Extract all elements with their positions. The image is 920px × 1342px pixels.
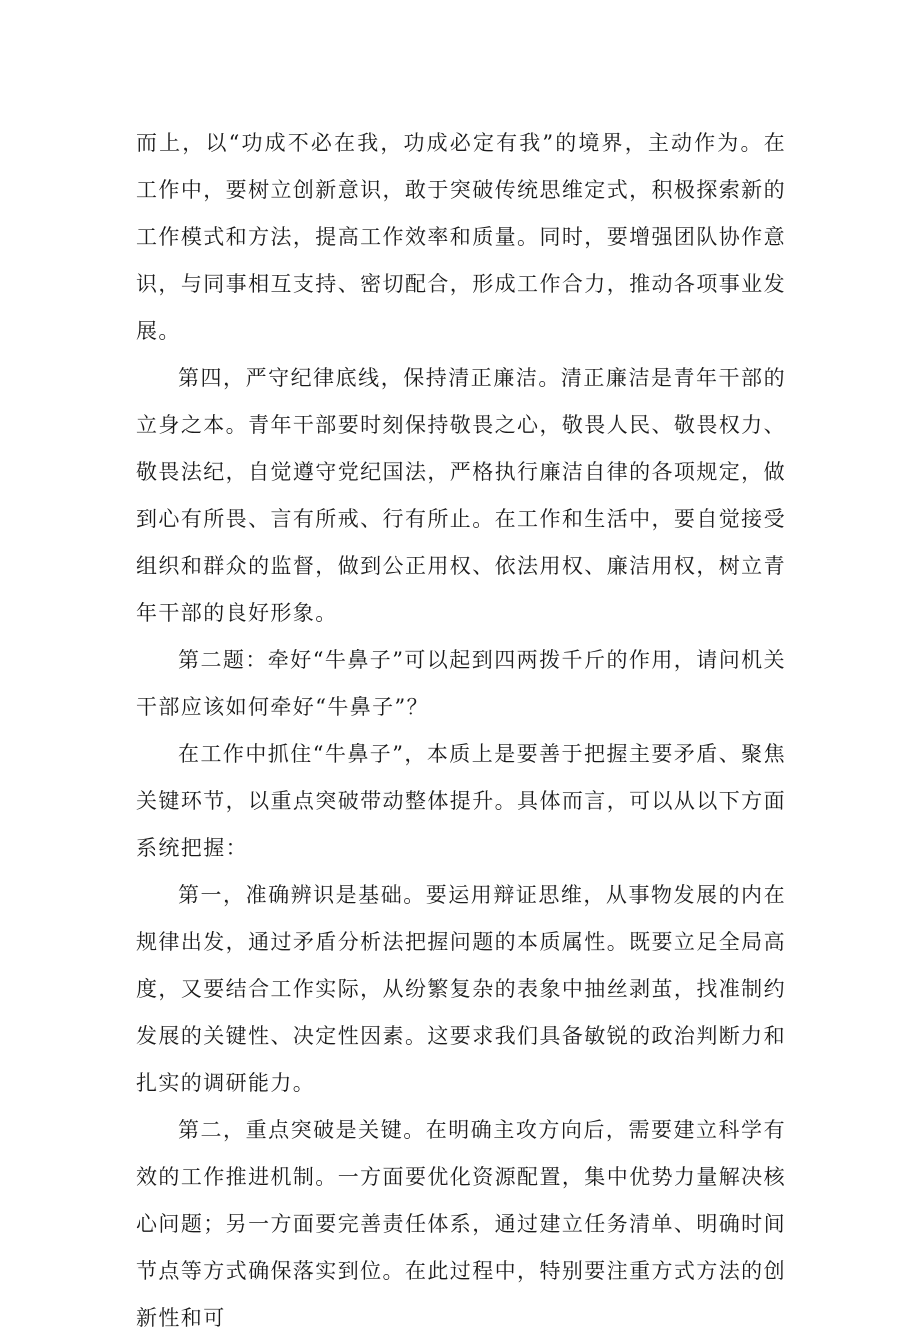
paragraph-continuation: 而上，以“功成不必在我，功成必定有我”的境界，主动作为。在工作中，要树立创新意识，敢于突破传统思维定式，积极探索新的工作模式和方法，提高工作效率和质量。同时，要增强团队协作意识，与同事相互支持、密切配合，形成工作合力，推动各项事业发展。 xyxy=(136,131,786,343)
paragraph-question-two: 第二题：牵好“牛鼻子”可以起到四两拨千斤的作用，请问机关干部应该如何牵好“牛鼻子”？ xyxy=(136,648,786,719)
paragraph-answer-intro: 在工作中抓住“牛鼻子”，本质上是要善于把握主要矛盾、聚焦关键环节，以重点突破带动整体提升。具体而言，可以从以下方面系统把握： xyxy=(136,742,786,860)
paragraph-point-two: 第二，重点突破是关键。在明确主攻方向后，需要建立科学有效的工作推进机制。一方面要优化资源配置，集中优势力量解决核心问题；另一方面要完善责任体系，通过建立任务清单、明确时间节点等方式确保落实到位。在此过程中，特别要注重方式方法的创新性和可 xyxy=(136,1118,786,1330)
paragraph-point-four: 第四，严守纪律底线，保持清正廉洁。清正廉洁是青年干部的立身之本。青年干部要时刻保持敬畏之心，敬畏人民、敬畏权力、敬畏法纪，自觉遵守党纪国法，严格执行廉洁自律的各项规定，做到心有所畏、言有所戒、行有所止。在工作和生活中，要自觉接受组织和群众的监督，做到公正用权、依法用权、廉洁用权，树立青年干部的良好形象。 xyxy=(136,366,786,625)
document-body xyxy=(136,120,786,1342)
paragraph-point-one: 第一，准确辨识是基础。要运用辩证思维，从事物发展的内在规律出发，通过矛盾分析法把握问题的本质属性。既要立足全局高度，又要结合工作实际，从纷繁复杂的表象中抽丝剥茧，找准制约发展的关键性、决定性因素。这要求我们具备敏锐的政治判断力和扎实的调研能力。 xyxy=(136,883,786,1095)
